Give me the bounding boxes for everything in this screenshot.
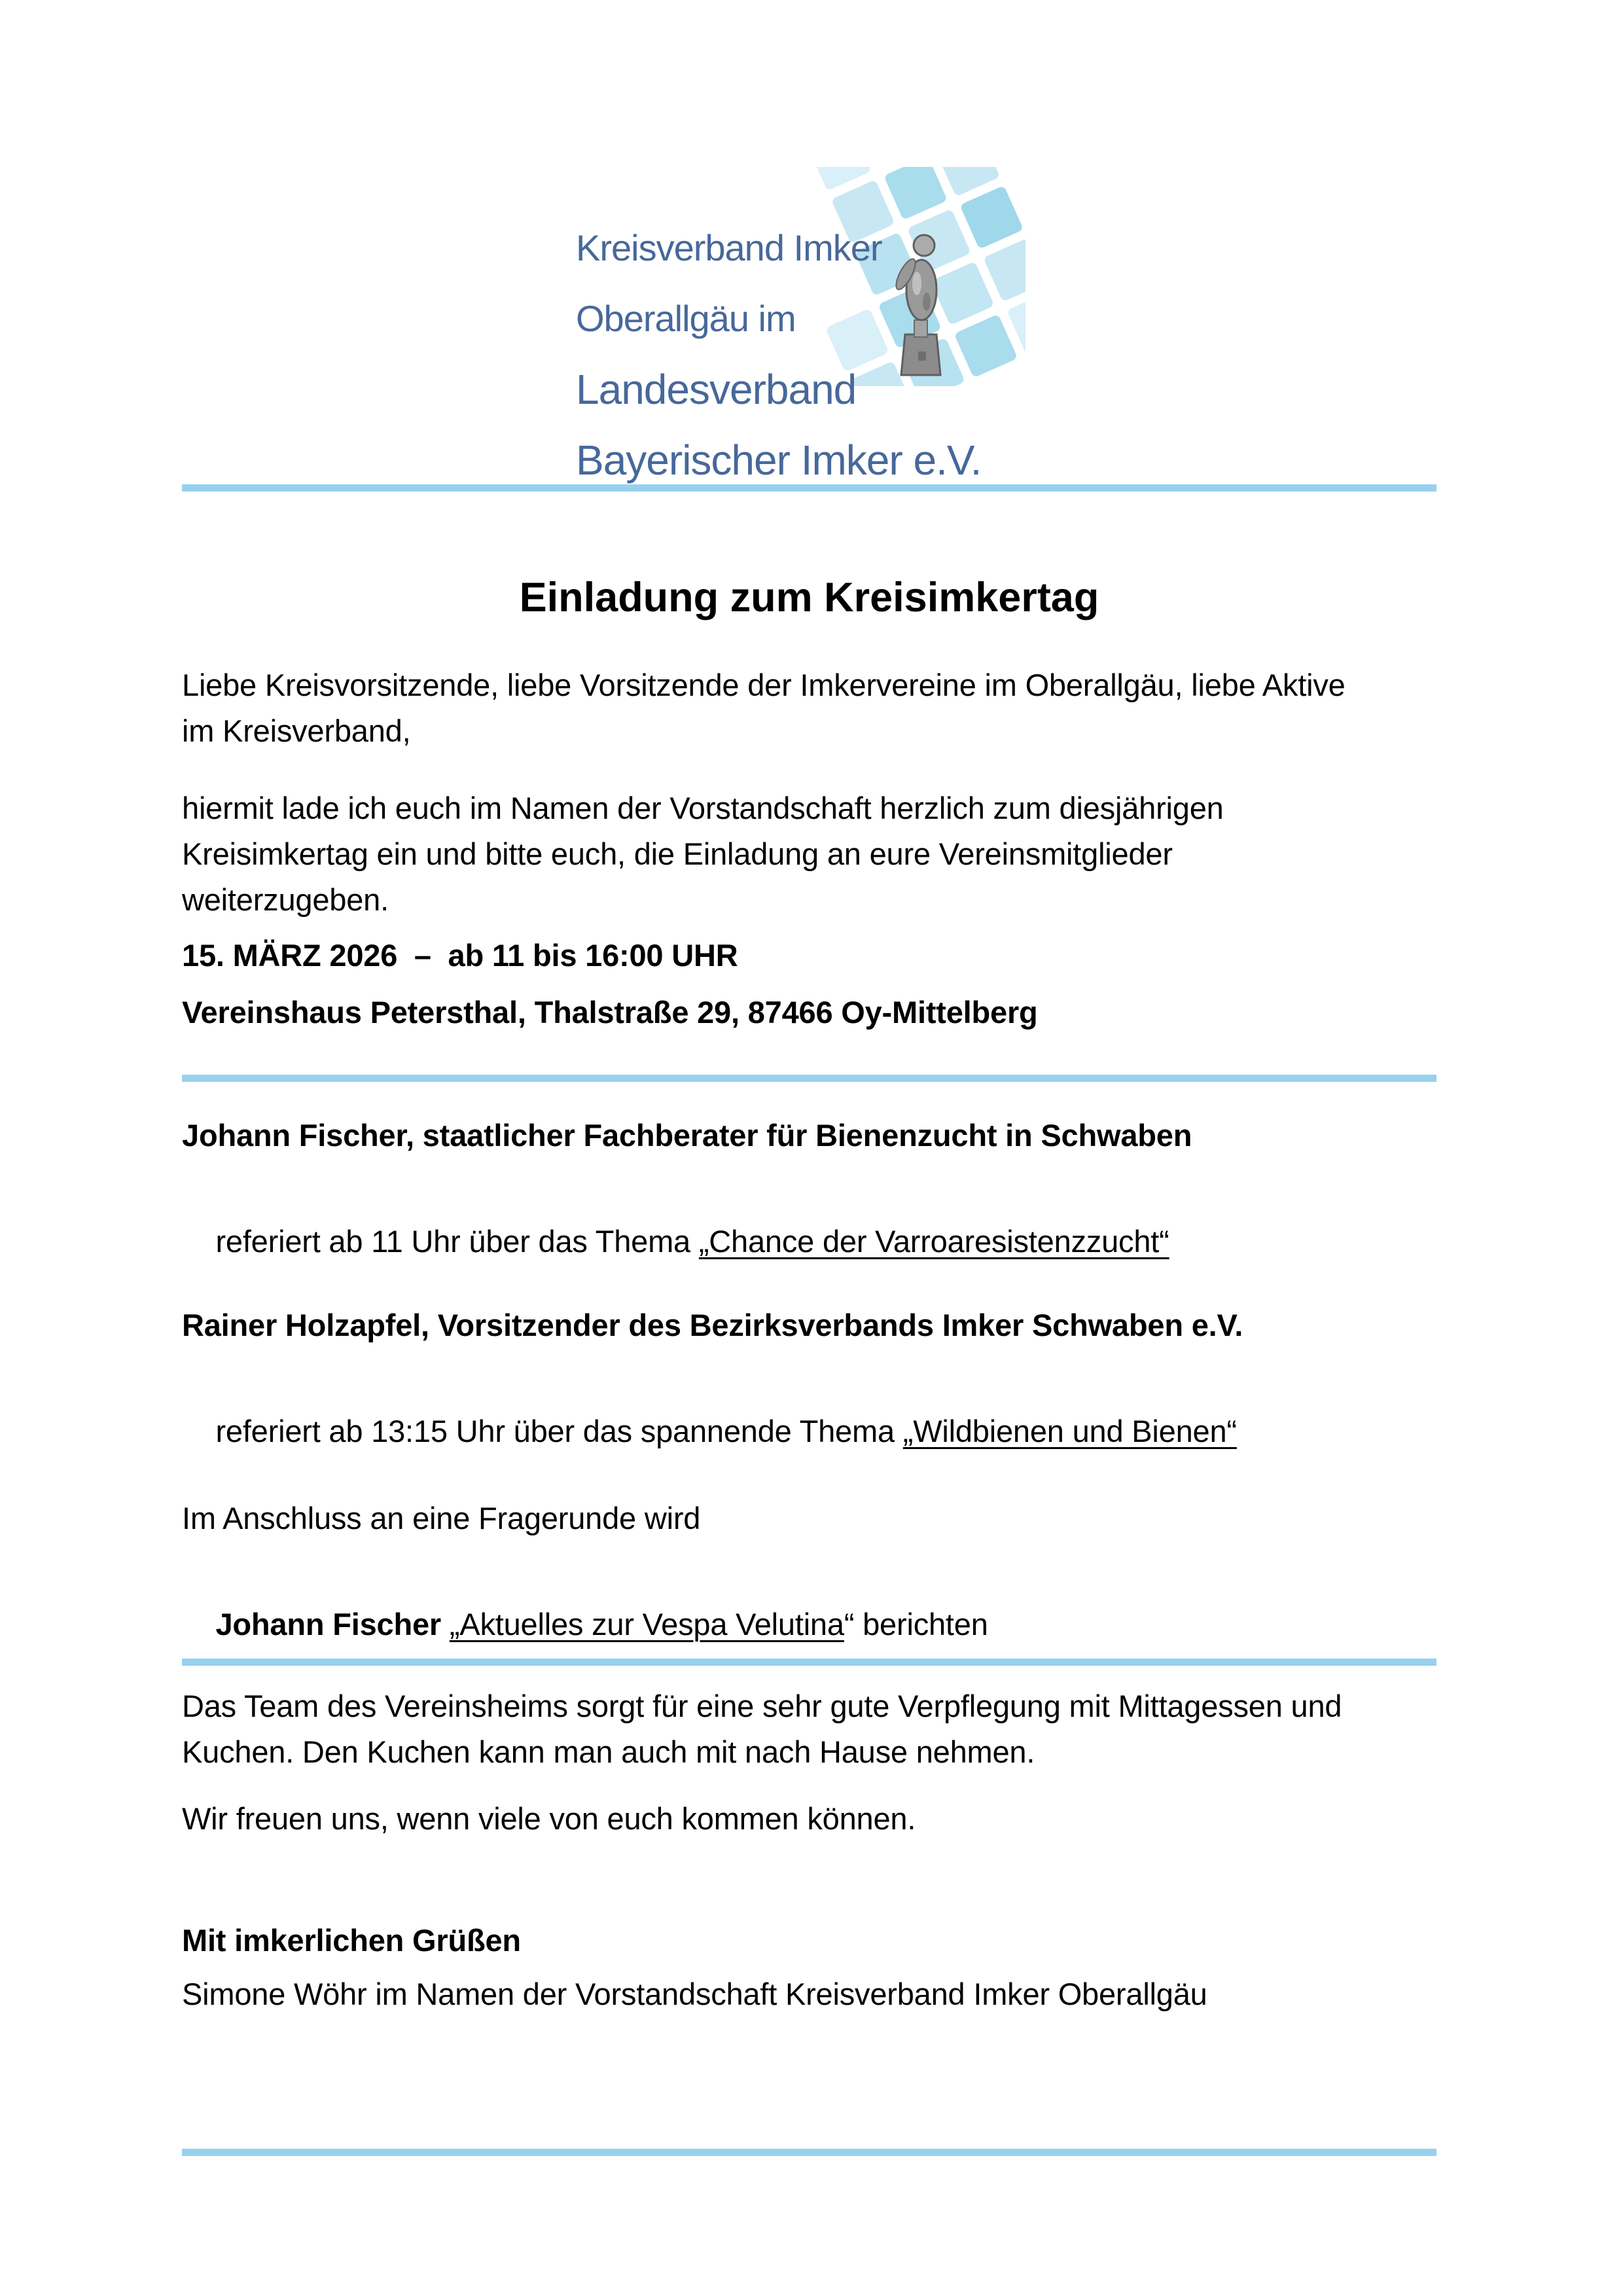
event-venue-line: Vereinshaus Petersthal, Thalstraße 29, 87466 Oy-Mittelberg xyxy=(182,995,1038,1030)
page-title: Einladung zum Kreisimkertag xyxy=(519,575,1099,620)
logo-text-block xyxy=(576,201,981,507)
closing-hope-line: Wir freuen uns, wenn viele von euch kommen können. xyxy=(182,1801,916,1836)
section-divider-top xyxy=(182,484,1436,492)
followup-report-line xyxy=(182,1556,1444,1693)
speaker2-topic-prefix: referiert ab 13:15 Uhr über das spannende Thema xyxy=(215,1414,903,1448)
followup-suffix: “ berichten xyxy=(844,1607,988,1641)
followup-separator xyxy=(441,1607,450,1641)
speaker1-heading: Johann Fischer, staatlicher Fachberater für Bienenzucht in Schwaben xyxy=(182,1118,1192,1153)
section-divider-program xyxy=(182,1075,1436,1082)
catering-paragraph: Das Team des Vereinsheims sorgt für eine sehr gute Verpflegung mit Mittagessen und Kuchen. Den Kuchen kann man auch mit nach Hause nehmen. xyxy=(182,1689,1342,1769)
regards-line: Mit imkerlichen Grüßen xyxy=(182,1923,521,1958)
logo-line-1: Kreisverband Imker xyxy=(576,227,882,268)
topic-link-vespa-velutina[interactable]: „Aktuelles zur Vespa Velutina xyxy=(449,1607,844,1641)
followup-intro-line: Im Anschluss an eine Fragerunde wird xyxy=(182,1501,701,1535)
event-date-line: 15. MÄRZ 2026 – ab 11 bis 16:00 UHR xyxy=(182,938,738,973)
topic-link-wildbienen-und-bienen[interactable]: „Wildbienen und Bienen“ xyxy=(902,1414,1237,1448)
salutation-paragraph: Liebe Kreisvorsitzende, liebe Vorsitzende der Imkervereine im Oberallgäu, liebe Aktive im Kreisverband, xyxy=(182,668,1346,748)
org-logo xyxy=(564,167,1026,484)
intro-paragraph: hiermit lade ich euch im Namen der Vorstandschaft herzlich zum diesjährigen Kreisimkertag ein und bitte euch, die Einladung an eure Vereinsmitglieder weiterzugeben. xyxy=(182,791,1224,917)
logo-line-4: Bayerischer Imker e.V. xyxy=(576,437,982,484)
speaker2-heading: Rainer Holzapfel, Vorsitzender des Bezirksverbands Imker Schwaben e.V. xyxy=(182,1308,1243,1342)
logo-line-2: Oberallgäu im xyxy=(576,298,796,339)
topic-link-varroaresistenzzucht[interactable]: „Chance der Varroaresistenzzucht“ xyxy=(698,1224,1169,1259)
logo-line-3: Landesverband xyxy=(576,366,857,413)
speaker1-topic-prefix: referiert ab 11 Uhr über das Thema xyxy=(215,1224,699,1259)
speaker1-topic-line xyxy=(182,1173,1444,1310)
speaker-name-bold: Johann Fischer xyxy=(215,1607,441,1641)
section-divider-bottom xyxy=(182,2149,1436,2156)
speaker2-topic-line xyxy=(182,1363,1444,1500)
signature-line: Simone Wöhr im Namen der Vorstandschaft Kreisverband Imker Oberallgäu xyxy=(182,1977,1207,2011)
